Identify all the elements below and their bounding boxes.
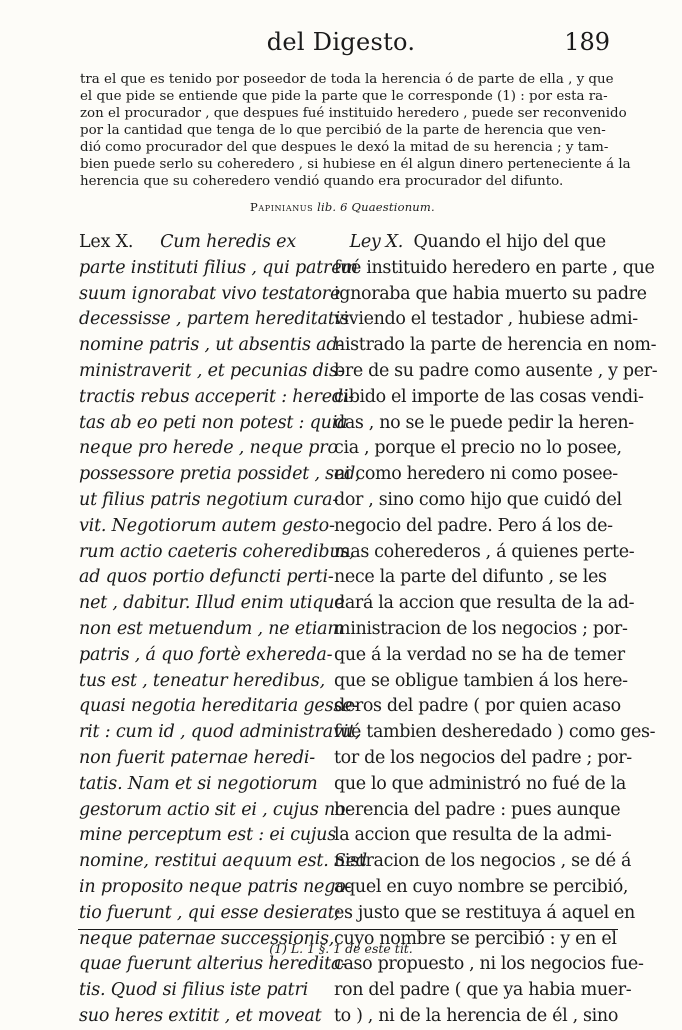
intro-line: el que pide se entiende que pide la parte que le corresponde (1) : por esta ra- (80, 89, 608, 104)
intro-line: tra el que es tenido por poseedor de toda la herencia ó de parte de ella , y que (80, 72, 614, 87)
latin-first-line-rest: Cum heredis ex (160, 232, 296, 252)
spanish-line: ron del padre ( que ya habia muer- (334, 980, 632, 1001)
spanish-line: ministracion de los negocios ; por- (334, 618, 628, 639)
latin-line: rit : cum id , quod administravit, (79, 722, 361, 743)
spanish-column (334, 230, 658, 1030)
intro-paragraph (80, 71, 631, 190)
page-number: 189 (564, 28, 610, 56)
spanish-line: viviendo el testador , hubiese admi- (334, 309, 638, 330)
latin-line: tio fuerunt , qui esse desierat; (79, 902, 341, 923)
intro-line: herencia que su coheredero vendió quando era procurador del difunto. (80, 174, 564, 189)
latin-lead: Lex X. (79, 232, 134, 252)
spanish-line: deros del padre ( por quien acaso (334, 696, 621, 717)
spanish-line: dor , sino como hijo que cuidó del (334, 489, 622, 510)
latin-line: quasi negotia hereditaria gesse- (79, 696, 359, 717)
spanish-line: aquel en cuyo nombre se percibió, (334, 876, 629, 897)
source-citation (250, 200, 435, 214)
latin-line: non est metuendum , ne etiam (79, 618, 344, 639)
latin-line: mine perceptum est : ei cujus (79, 825, 336, 846)
latin-line: decessisse , partem hereditatis (79, 309, 349, 330)
spanish-first-line (334, 230, 618, 256)
latin-line: parte instituti filius , qui patrem (79, 257, 358, 278)
spanish-line: ni como heredero ni como posee- (334, 464, 618, 485)
latin-line: nomine patris , ut absentis ad- (79, 335, 344, 356)
spanish-line: mas coherederos , á quienes perte- (334, 541, 635, 562)
spanish-line: nistracion de los negocios , se dé á (334, 851, 632, 872)
latin-line: neque pro herede , neque pro (79, 438, 338, 459)
latin-line: tas ab eo peti non potest : quia (79, 412, 348, 433)
intro-line: bien puede serlo su coheredero , si hubiese en él algun dinero perteneciente á la (80, 157, 631, 172)
latin-line: quae fuerunt alterius heredita- (79, 954, 347, 975)
spanish-line: to ) , ni de la herencia de él , sino (334, 1005, 619, 1026)
spanish-lead: Ley X. (349, 232, 403, 252)
spanish-line: cia , porque el precio no lo posee, (334, 438, 622, 459)
source-author: Papinianus (250, 200, 314, 214)
spanish-line: la accion que resulta de la admi- (334, 825, 612, 846)
spanish-line: que lo que administró no fué de la (334, 773, 626, 794)
spanish-line: que á la verdad no se ha de temer (334, 644, 625, 665)
spanish-line: dará la accion que resulta de la ad- (334, 593, 635, 614)
spanish-line: fué tambien desheredado ) como ges- (334, 722, 656, 743)
intro-line: por la cantidad que tenga de lo que percibió de la parte de herencia que ven- (80, 123, 606, 138)
latin-line: tus est , teneatur heredibus, (79, 670, 325, 691)
latin-line: net , dabitur. Illud enim utique (79, 593, 345, 614)
latin-line: rum actio caeteris coheredibus, (79, 541, 355, 562)
latin-first-line (79, 230, 317, 256)
latin-line: tatis. Nam et si negotiorum (79, 773, 318, 794)
latin-line: ut filius patris negotium cura- (79, 489, 339, 510)
spanish-line: tor de los negocios del padre ; por- (334, 747, 632, 768)
intro-line: dió como procurador del que despues le dexó la mitad de su herencia ; y tam- (80, 140, 609, 155)
footnote: (1) L. 1 §. 1 de este tít. (269, 941, 413, 956)
running-title: del Digesto. (266, 28, 416, 56)
spanish-line: es justo que se restituya á aquel en (334, 902, 635, 923)
latin-line: possessore pretia possidet , sed, (79, 464, 361, 485)
spanish-line: nece la parte del difunto , se les (334, 567, 607, 588)
latin-line: ad quos portio defuncti perti- (79, 567, 334, 588)
spanish-line: negocio del padre. Pero á los de- (334, 515, 613, 536)
spanish-line: cuyo nombre se percibió : y en el (334, 928, 617, 949)
spanish-line: que se obligue tambien á los here- (334, 670, 628, 691)
spanish-line: nistrado la parte de herencia en nom- (334, 335, 657, 356)
latin-line: suum ignorabat vivo testatore (79, 283, 341, 304)
spanish-line: das , no se le puede pedir la heren- (334, 412, 634, 433)
spanish-line: fué instituido heredero en parte , que (334, 257, 655, 278)
latin-line: in proposito neque patris nego- (79, 876, 352, 897)
latin-line: tis. Quod si filius iste patri (79, 980, 309, 1001)
latin-line: ministraverit , et pecunias dis- (79, 360, 344, 381)
latin-line: gestorum actio sit ei , cujus no- (79, 799, 352, 820)
latin-line: non fuerit paternae heredi- (79, 747, 315, 768)
latin-line: tractis rebus acceperit : heredi- (79, 386, 354, 407)
latin-line: suo heres extitit , et moveat (79, 1005, 322, 1026)
spanish-line: cibido el importe de las cosas vendi- (334, 386, 644, 407)
spanish-first-line-rest: Quando el hijo del que (413, 232, 606, 252)
intro-line: zon el procurador , que despues fué instituido heredero , puede ser reconvenido (80, 106, 627, 121)
spanish-line: ignoraba que habia muerto su padre (334, 283, 647, 304)
spanish-line: caso propuesto , ni los negocios fue- (334, 954, 644, 975)
spanish-line: herencia del padre : pues aunque (334, 799, 621, 820)
source-work: lib. 6 Quaestionum. (317, 200, 435, 214)
spanish-lines (334, 256, 658, 1030)
latin-line: neque paternae successionis, (79, 928, 335, 949)
footnote-rule (78, 929, 618, 930)
latin-line: nomine, restitui aequum est. Sed (79, 851, 367, 872)
latin-line: vit. Negotiorum autem gesto- (79, 515, 335, 536)
spanish-line: bre de su padre como ausente , y per- (334, 360, 658, 381)
latin-line: patris , á quo fortè exhereda- (79, 644, 333, 665)
